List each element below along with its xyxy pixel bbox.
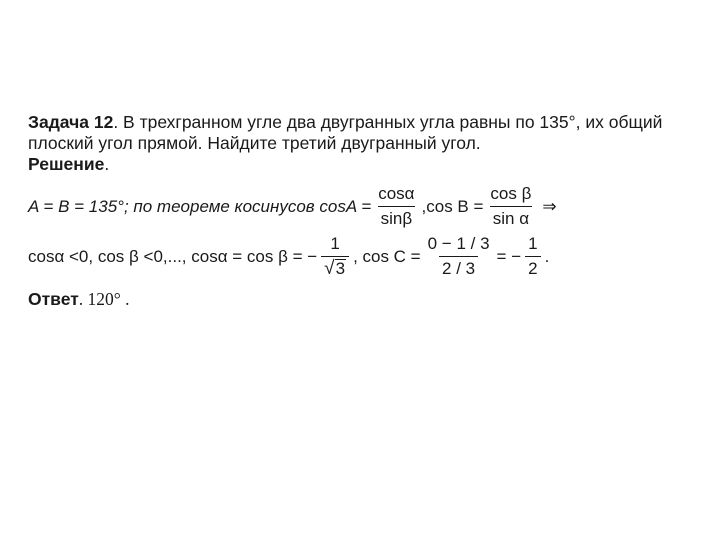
problem-text-1: . В трехгранном угле два двугранных угла равны по 135°, их общий xyxy=(113,112,663,132)
row2-part1: cosα <0, cos β <0,..., cosα = cos β = − xyxy=(28,246,318,266)
fraction-numerator: cosα xyxy=(378,184,415,203)
sqrt-radicand: 3 xyxy=(335,259,346,278)
fraction-numerator: 0 − 1 / 3 xyxy=(427,234,490,253)
problem-line-1 xyxy=(28,112,708,133)
fraction-denominator xyxy=(321,256,349,279)
fraction-denominator: 2 / 3 xyxy=(439,256,478,279)
fraction-denominator: 2 xyxy=(525,256,540,279)
fraction-one-over-sqrt3 xyxy=(321,234,349,279)
fraction-one-half xyxy=(525,234,540,279)
answer-value: . 120° . xyxy=(78,289,130,309)
problem-label: Задача 12 xyxy=(28,112,114,132)
row1-mid: ,cos B = xyxy=(421,196,484,216)
sqrt-expression xyxy=(324,259,346,278)
row2-part2: , cos C = xyxy=(353,246,421,266)
answer-line xyxy=(28,289,130,310)
fraction-cos-b xyxy=(487,184,534,229)
fraction-numerator: 1 xyxy=(528,234,538,253)
implies-arrow: ⇒ xyxy=(542,196,557,216)
solution-dot: . xyxy=(104,154,110,174)
sqrt-sign: √ xyxy=(324,258,335,279)
answer-label: Ответ xyxy=(28,289,79,309)
row2-end: . xyxy=(544,246,550,266)
problem-statement xyxy=(28,112,708,175)
solution-row-2 xyxy=(28,234,549,279)
row2-part3: = − xyxy=(496,246,522,266)
fraction-cos-a xyxy=(375,184,417,229)
fraction-denominator: sin α xyxy=(490,206,532,229)
fraction-cos-c xyxy=(425,234,493,279)
fraction-denominator: sinβ xyxy=(378,206,416,229)
fraction-numerator: 1 xyxy=(330,234,340,253)
problem-line-2: плоский угол прямой. Найдите третий двугранный угол. xyxy=(28,133,481,153)
solution-label: Решение xyxy=(28,154,105,174)
solution-heading xyxy=(28,154,708,175)
solution-row-1 xyxy=(28,184,557,229)
row1-lhs: A = B = 135°; по теореме косинусов cosA = xyxy=(28,196,372,216)
fraction-numerator: cos β xyxy=(490,184,532,203)
